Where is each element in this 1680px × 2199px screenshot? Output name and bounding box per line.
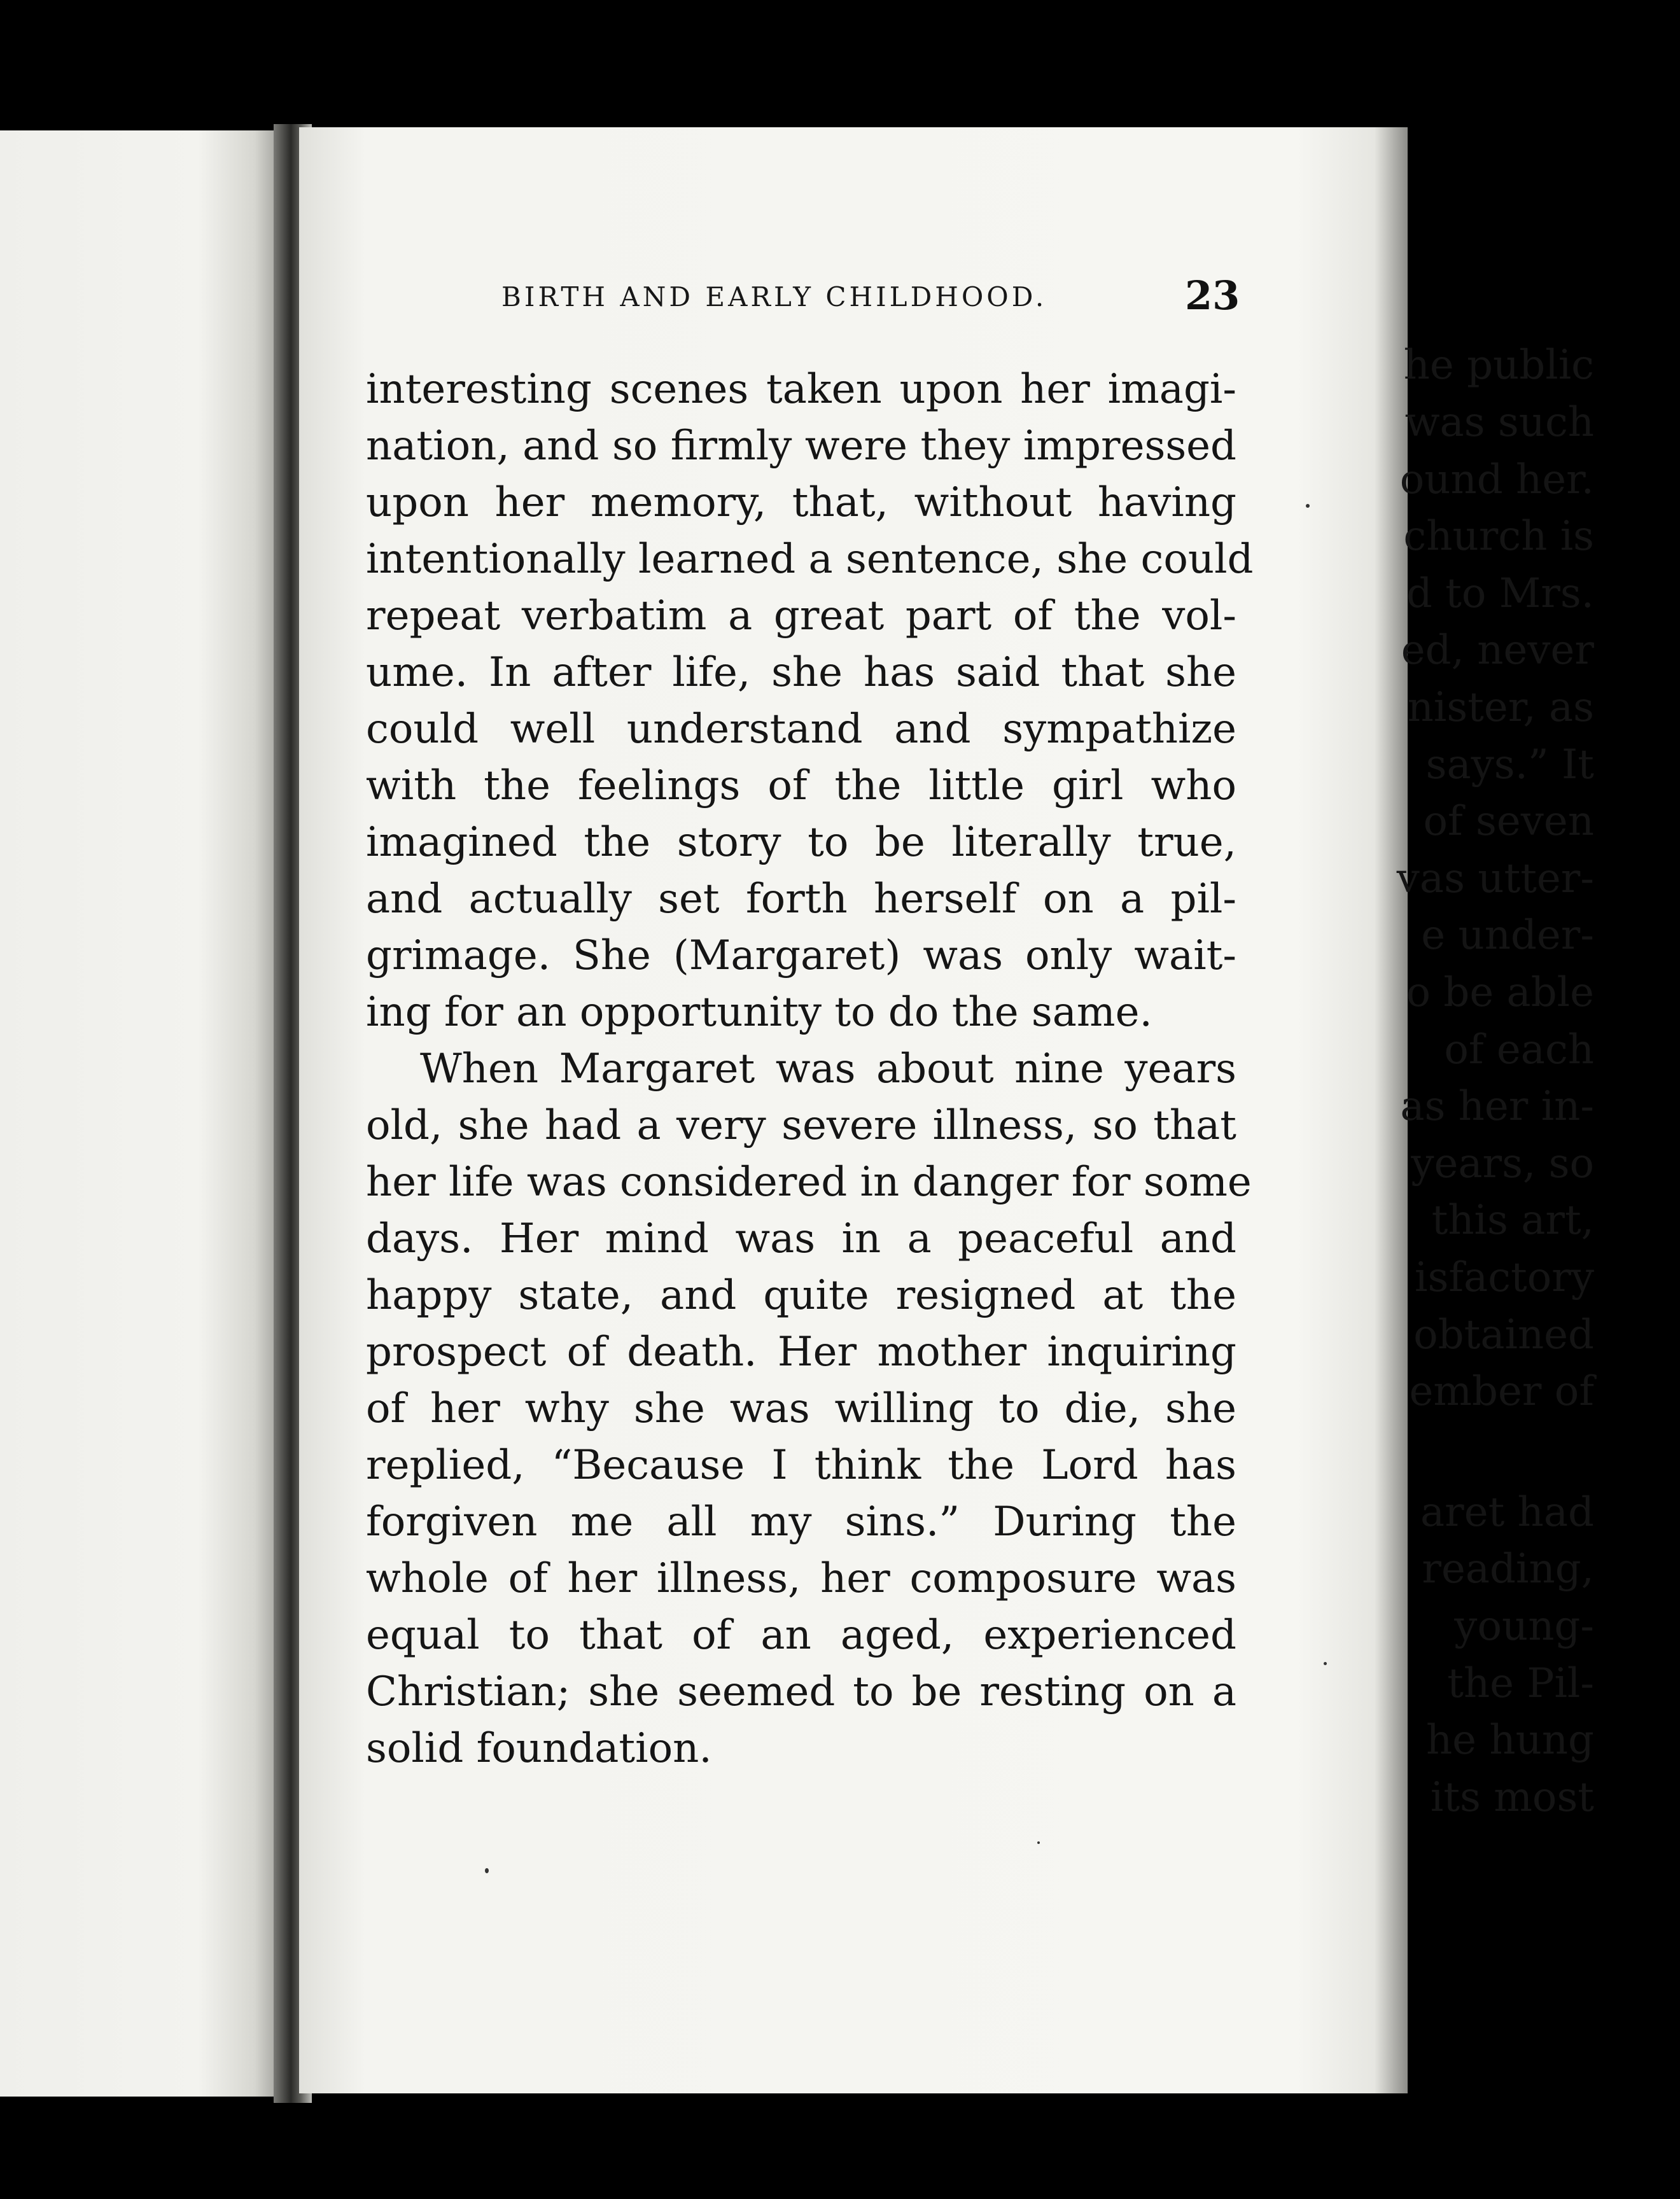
left-page-line: as her in- (1400, 1083, 1594, 1130)
body-line: her life was considered in danger for some (366, 1159, 1252, 1206)
body-line: repeat verbatim a great part of the vol- (366, 592, 1236, 639)
left-page-line: this art, (1431, 1197, 1594, 1244)
left-page-line: isfactory (1415, 1254, 1594, 1301)
left-page-line: e under- (1421, 912, 1594, 959)
left-page-line: ember of (1409, 1368, 1594, 1415)
body-line: equal to that of an aged, experienced (366, 1612, 1236, 1659)
left-page-line: young- (1454, 1603, 1594, 1650)
left-page-line: he public (1403, 342, 1594, 389)
left-page-line: says.” It (1425, 741, 1594, 788)
left-page-line: obtained (1413, 1311, 1594, 1358)
body-line: old, she had a very severe illness, so that (366, 1102, 1236, 1149)
left-page-line: church is (1403, 513, 1594, 560)
body-line: nation, and so firmly were they impressed (366, 422, 1236, 470)
body-line: When Margaret was about nine years (420, 1045, 1236, 1093)
left-page-line: vas utter- (1396, 855, 1594, 902)
left-page-line: of each (1444, 1026, 1594, 1073)
body-line: replied, “Because I think the Lord has (366, 1442, 1236, 1489)
page-number: 23 (1185, 272, 1240, 319)
left-page-line: its most (1430, 1774, 1594, 1821)
body-line: upon her memory, that, without having (366, 479, 1236, 526)
left-page-line: nister, as (1407, 684, 1594, 731)
body-line: whole of her illness, her composure was (366, 1555, 1236, 1602)
body-line: ing for an opportunity to do the same. (366, 989, 1152, 1036)
body-line: happy state, and quite resigned at the (366, 1272, 1236, 1319)
left-page-line: d to Mrs. (1406, 570, 1594, 617)
page-speck (485, 1868, 489, 1873)
left-page-line: aret had (1420, 1489, 1594, 1536)
body-line: forgiven me all my sins.” During the (366, 1498, 1236, 1546)
body-line: prospect of death. Her mother inquiring (366, 1329, 1236, 1376)
left-page-line: years, so (1411, 1140, 1594, 1187)
left-page-line: reading, (1422, 1546, 1594, 1593)
body-line: days. Her mind was in a peaceful and (366, 1215, 1236, 1262)
left-page-line: was such (1404, 399, 1594, 446)
body-line: grimage. She (Margaret) was only wait- (366, 932, 1236, 979)
left-page-line: ed, never (1401, 627, 1594, 674)
page-speck (1306, 504, 1310, 508)
body-line: and actually set forth herself on a pil- (366, 876, 1236, 923)
left-page-line: ound her. (1399, 456, 1594, 503)
body-line: solid foundation. (366, 1725, 712, 1772)
body-line: ume. In after life, she has said that she (366, 649, 1236, 696)
body-line: imagined the story to be literally true, (366, 819, 1236, 866)
body-line: with the feelings of the little girl who (366, 762, 1236, 809)
left-page-line: he hung (1425, 1717, 1594, 1764)
left-page (0, 130, 283, 2097)
body-line: could well understand and sympathize (366, 706, 1236, 753)
left-page-line: the Pil- (1447, 1660, 1594, 1707)
body-line: interesting scenes taken upon her imagi- (366, 366, 1236, 413)
page-speck (1037, 1841, 1040, 1844)
running-head: BIRTH AND EARLY CHILDHOOD. (501, 281, 1047, 312)
body-line: Christian; she seemed to be resting on a (366, 1668, 1236, 1715)
body-line: intentionally learned a sentence, she could (366, 536, 1254, 583)
left-page-line: o be able (1406, 969, 1594, 1016)
body-line: of her why she was willing to die, she (366, 1385, 1236, 1432)
page-speck (1324, 1662, 1327, 1665)
left-page-line: of seven (1423, 798, 1594, 845)
